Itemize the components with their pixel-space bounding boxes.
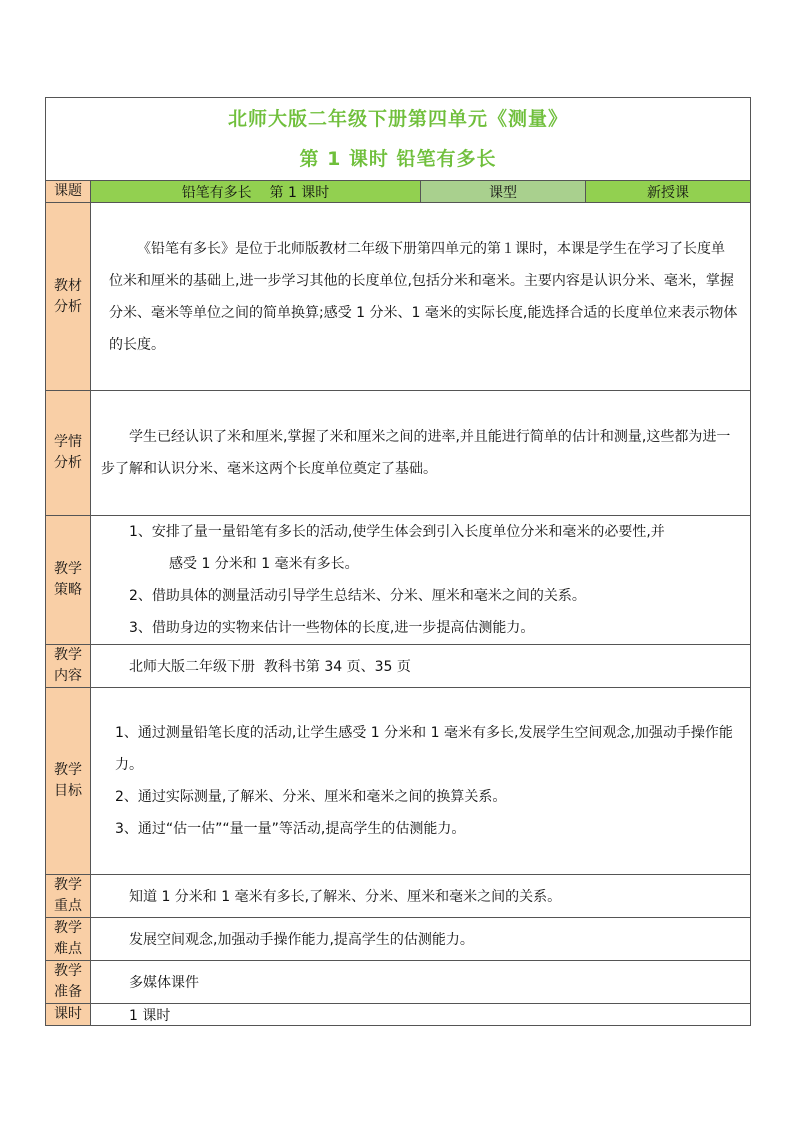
- duration-row: [46, 1004, 751, 1026]
- lesson-type-value: 新授课: [586, 181, 751, 203]
- lesson-plan-table: [45, 97, 751, 1026]
- goal-item-3: 3、通过“估一估”“量一量”等活动,提高学生的估测能力。: [115, 821, 466, 837]
- key-points-label: [46, 875, 91, 918]
- topic-row: [46, 181, 751, 203]
- label-line: 难点: [54, 941, 82, 957]
- label-line: 教材: [54, 277, 82, 294]
- lesson-type-label: 课型: [421, 181, 586, 203]
- document-title: 北师大版二年级下册第四单元《测量》: [228, 108, 569, 130]
- label-line: 教学: [54, 963, 82, 979]
- strategy-content: [91, 516, 751, 645]
- label-line: 分析: [54, 455, 82, 471]
- student-analysis-text: 学生已经认识了米和厘米,掌握了米和厘米之间的进率,并且能进行简单的估计和测量,这些都为进一步了解和认识分米、毫米这两个长度单位奠定了基础。: [101, 429, 731, 477]
- goal-item-2: 2、通过实际测量,了解米、分米、厘米和毫米之间的换算关系。: [115, 789, 507, 805]
- label-line: 准备: [54, 984, 82, 1000]
- duration-label: 课时: [46, 1004, 91, 1026]
- difficulties-value: 发展空间观念,加强动手操作能力,提高学生的估测能力。: [91, 918, 751, 961]
- strategy-item-1a: 1、安排了量一量铅笔有多长的活动,使学生体会到引入长度单位分米和毫米的必要性,并: [129, 524, 665, 540]
- textbook-analysis-text: 《铅笔有多长》是位于北师版教材二年级下册第四单元的第１课时，本课是学生在学习了长度单位米和厘米的基础上,进一步学习其他的长度单位,包括分米和毫米。主要内容是认识分米、毫米，掌握分米、毫米等单位之间的简单换算;感受 1 分米、1 毫米的实际长度,能选择合适的长度单位来表示物体的长度。: [109, 240, 738, 353]
- label-line: 教学: [54, 762, 82, 778]
- content-label: [46, 645, 91, 688]
- topic-value: 铅笔有多长 第 1 课时: [91, 181, 421, 203]
- strategy-row: [46, 516, 751, 645]
- label-line: 教学: [54, 647, 82, 663]
- label-line: 学情: [54, 434, 82, 450]
- key-points-row: [46, 875, 751, 918]
- textbook-analysis-label: [46, 203, 91, 391]
- topic-label: 课题: [46, 181, 91, 203]
- strategy-item-3: 3、借助身边的实物来估计一些物体的长度,进一步提高估测能力。: [129, 620, 535, 636]
- label-line: 分析: [54, 298, 82, 315]
- student-analysis-row: [46, 391, 751, 516]
- strategy-label: [46, 516, 91, 645]
- difficulties-label: [46, 918, 91, 961]
- preparation-row: [46, 961, 751, 1004]
- goal-item-1: 1、通过测量铅笔长度的活动,让学生感受 1 分米和 1 毫米有多长,发展学生空间观念,加强动手操作能力。: [115, 725, 733, 773]
- content-value: 北师大版二年级下册 教科书第 34 页、35 页: [91, 645, 751, 688]
- student-analysis-label: [46, 391, 91, 516]
- label-line: 教学: [54, 920, 82, 936]
- preparation-label: [46, 961, 91, 1004]
- preparation-value: 多媒体课件: [91, 961, 751, 1004]
- title-row: [46, 98, 751, 181]
- lesson-subtitle: 第 1 课时 铅笔有多长: [299, 148, 497, 170]
- textbook-analysis-content: [91, 203, 751, 391]
- label-line: 教学: [54, 877, 82, 893]
- goals-row: [46, 688, 751, 875]
- goals-content: [91, 688, 751, 875]
- title-cell: [46, 98, 751, 181]
- student-analysis-content: [91, 391, 751, 516]
- textbook-analysis-row: [46, 203, 751, 391]
- label-line: 重点: [54, 898, 82, 914]
- content-row: [46, 645, 751, 688]
- key-points-value: 知道 1 分米和 1 毫米有多长,了解米、分米、厘米和毫米之间的关系。: [91, 875, 751, 918]
- label-line: 目标: [54, 783, 82, 799]
- label-line: 内容: [54, 668, 82, 684]
- strategy-item-1b: 感受 1 分米和 1 毫米有多长。: [169, 556, 359, 572]
- difficulties-row: [46, 918, 751, 961]
- label-line: 教学: [54, 561, 82, 577]
- label-line: 策略: [54, 582, 82, 598]
- goals-label: [46, 688, 91, 875]
- duration-value: 1 课时: [91, 1004, 751, 1026]
- strategy-item-2: 2、借助具体的测量活动引导学生总结米、分米、厘米和毫米之间的关系。: [129, 588, 586, 604]
